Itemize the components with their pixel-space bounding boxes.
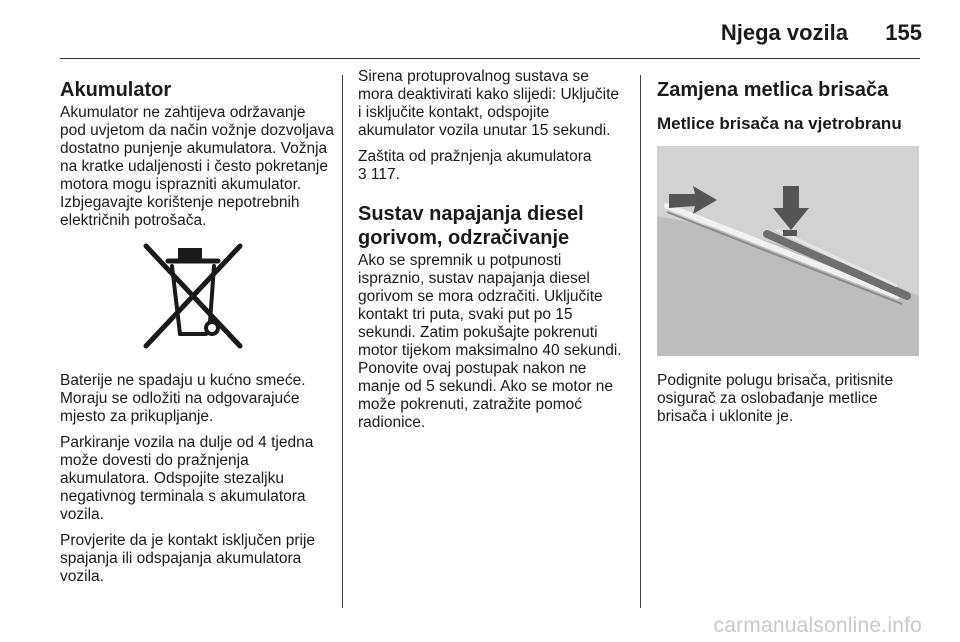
- reference-text: Zaštita od pražnjenja akumulatora: [358, 148, 592, 165]
- page-reference: 3 117.: [358, 166, 400, 183]
- section-heading-wiper: Zamjena metlica brisača: [657, 79, 889, 101]
- page-header: [0, 0, 960, 60]
- paragraph-reference: [358, 148, 626, 184]
- column-1: [60, 78, 335, 594]
- crossed-bin-figure: [60, 242, 335, 360]
- subheading-windscreen-wipers: Metlice brisača na vjetrobranu: [657, 114, 902, 133]
- section-heading-diesel: Sustav napajanja diesel gorivom, odzračivanje: [358, 203, 584, 249]
- header-title: Njega vozila: [720, 20, 848, 45]
- paragraph: Akumulator ne zahtijeva održavanje pod uvjetom da način vožnje dozvoljava dostatno punjenje akumulatora. Vožnja na kratke udaljenosti i često pokretanje motora mogu isprazniti akumulator. Izbjegavajte korištenje nepotrebnih električnih potrošača.: [60, 104, 335, 229]
- page-number: 155: [885, 20, 922, 45]
- header-rule: [60, 58, 920, 59]
- column-2: [358, 68, 626, 440]
- column-divider-1: [342, 75, 343, 608]
- paragraph: Ako se spremnik u potpunosti ispraznio, sustav napajanja diesel gorivom se mora odzračiti. Uključite kontakt tri puta, svaki put po 15 sekundi. Zatim pokušajte pokrenuti motor tijekom maksimalno 40 sekundi. Ponovite ovaj postupak nakon ne manje od 5 sekundi. Ako se motor ne može pokrenuti, zatražite pomoć radionice.: [358, 252, 622, 431]
- column-3: [657, 78, 922, 434]
- column-divider-2: [640, 75, 641, 608]
- paragraph: Parkiranje vozila na dulje od 4 tjedna može dovesti do pražnjenja akumulatora. Odspojite stezaljku negativnog terminala s akumulatora vozila.: [60, 434, 314, 523]
- paragraph: Sirena protuprovalnog sustava se mora deaktivirati kako slijedi: Uključite i isključite kontakt, odspojite akumulator vozila unutar 15 sekundi.: [358, 68, 620, 139]
- paragraph: Baterije ne spadaju u kućno smeće. Moraju se odložiti na odgovarajuće mjesto za prikupljanje.: [60, 372, 306, 425]
- paragraph: Provjerite da je kontakt isključen prije spajanja ili odspajanja akumulatora vozila.: [60, 532, 316, 585]
- paragraph: Podignite polugu brisača, pritisnite osigurač za oslobađanje metlice brisača i uklonite je.: [657, 372, 894, 425]
- wiper-blade-photo: [657, 146, 919, 356]
- section-heading-akumulator: Akumulator: [60, 79, 172, 101]
- wiper-release-illustration: [657, 146, 919, 356]
- crossed-out-wheelie-bin-icon: [138, 242, 248, 350]
- watermark: carmanualsonline.info: [713, 614, 922, 637]
